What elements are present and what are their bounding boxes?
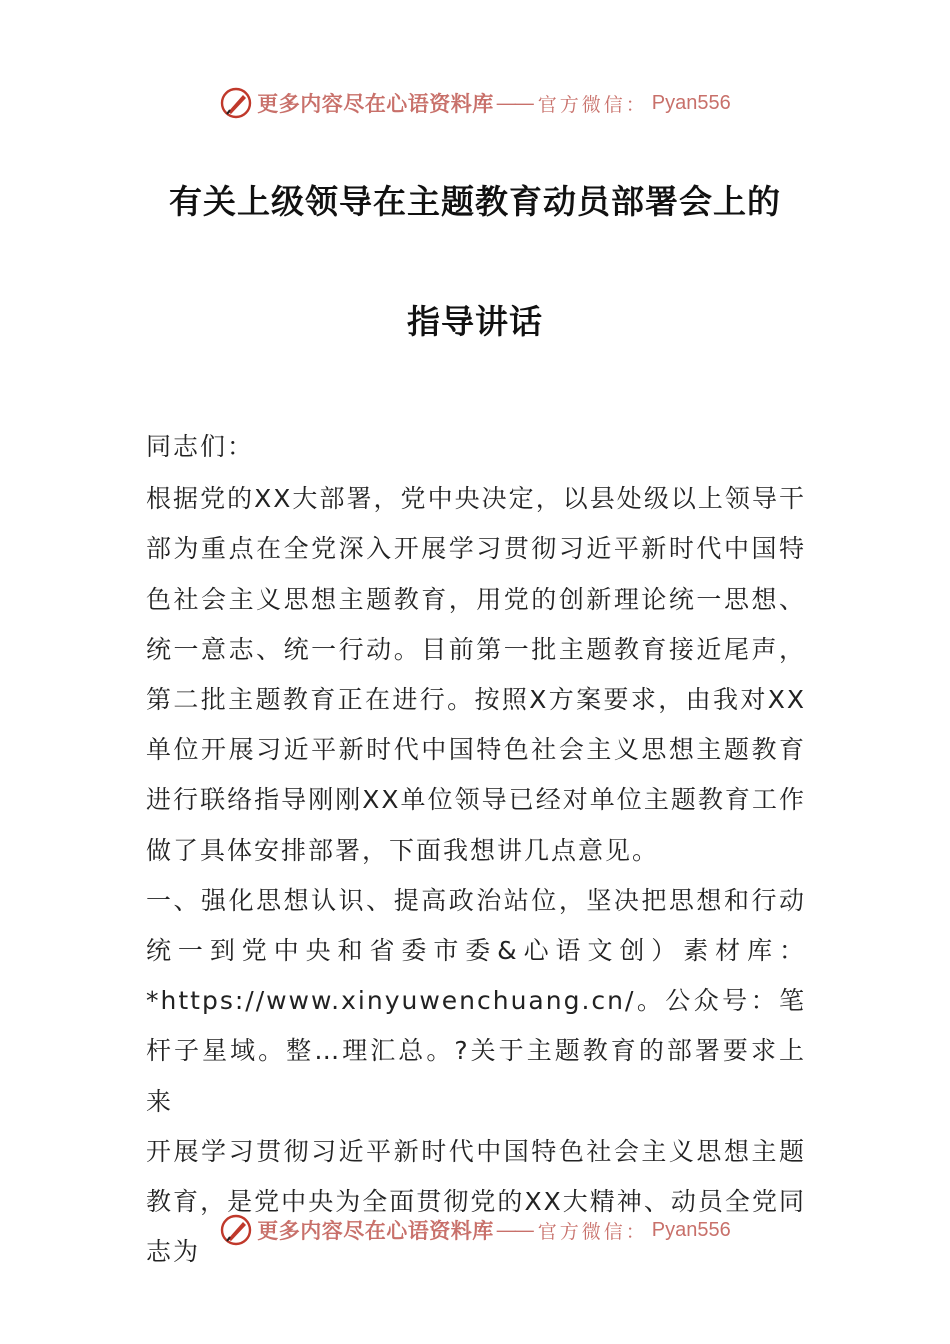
document-body [146, 422, 806, 1277]
banner-wechat-label: 官方微信： [537, 93, 648, 116]
paragraph-2: 一、强化思想认识、提高政治站位，坚决把思想和行动统一到党中央和省委市委&心语文创）素材库：*https://www.xinyuwenchuang.cn/。公众号：笔杆子星域。整…理汇总。?关于主题教育的部署要求上来 [146, 885, 806, 1116]
document-title-line-1: 有关上级领导在主题教育动员部署会上的 [169, 182, 781, 221]
banner-dash: —— [495, 1218, 532, 1242]
banner-wechat-id: Pyan556 [651, 91, 731, 114]
quill-logo-icon [219, 1213, 253, 1247]
document-title-line-2: 指导讲话 [407, 302, 543, 341]
salutation: 同志们： [146, 432, 255, 461]
banner-dash: —— [495, 91, 532, 115]
quill-logo-icon [219, 86, 253, 120]
paragraph-3: 开展学习贯彻习近平新时代中国特色社会主义思想主题教育，是党中央为全面贯彻党的XX大精神、动员全党同志为 [146, 1136, 806, 1267]
banner-brand: 更多内容尽在心语资料库 [257, 1218, 494, 1243]
banner-wechat-label: 官方微信： [537, 1220, 648, 1243]
banner-brand: 更多内容尽在心语资料库 [257, 91, 494, 116]
banner-wechat-id: Pyan556 [651, 1218, 731, 1241]
paragraph-1: 根据党的XX大部署，党中央决定，以县处级以上领导干部为重点在全党深入开展学习贯彻习近平新时代中国特色社会主义思想主题教育，用党的创新理论统一思想、统一意志、统一行动。目前第一批主题教育接近尾声，第二批主题教育正在进行。按照X方案要求，由我对XX单位开展习近平新时代中国特色社会主义思想主题教育进行联络指导刚刚XX单位领导已经对单位主题教育工作做了具体安排部署，下面我想讲几点意见。 [146, 484, 806, 865]
header-watermark-banner [0, 83, 950, 123]
footer-watermark-banner [0, 1210, 950, 1250]
